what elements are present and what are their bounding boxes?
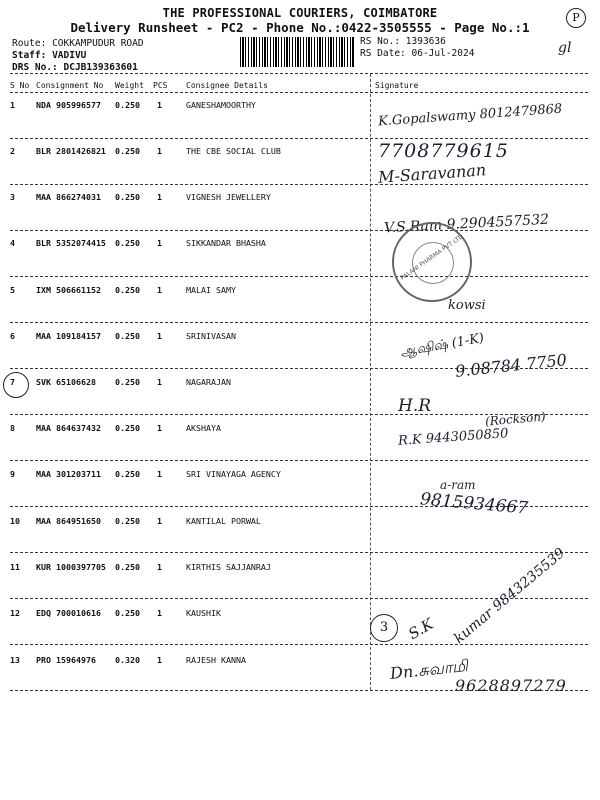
row-sno: 1 — [10, 100, 15, 110]
row-weight: 0.250 — [115, 192, 140, 202]
row-divider — [10, 460, 588, 461]
row-consignee: SIKKANDAR BHASHA — [186, 238, 266, 248]
signature-row9-name: a-ram — [440, 478, 476, 492]
route-value: COKKAMPUDUR ROAD — [52, 38, 144, 49]
route-line: Route: COKKAMPUDUR ROAD — [12, 38, 144, 49]
row-sno: 8 — [10, 423, 15, 433]
row-pcs: 1 — [157, 423, 162, 433]
signature-row13-name: Dn.சுவாமி — [389, 655, 469, 684]
corner-mark: P — [566, 8, 586, 28]
row-consignment: MAA 109184157 — [36, 331, 101, 341]
signature-row8-phone: R.K 9443050850 — [397, 426, 509, 449]
row-weight: 0.250 — [115, 516, 140, 526]
rs-date-value: 06-Jul-2024 — [411, 48, 475, 59]
signature-row11: kumar 9843235539 — [451, 545, 569, 647]
row-pcs: 1 — [157, 100, 162, 110]
row-pcs: 1 — [157, 238, 162, 248]
signature-row6-name: ஆஷிஷ் (1-K) — [399, 330, 486, 361]
row-weight: 0.250 — [115, 469, 140, 479]
row-consignee: KAUSHIK — [186, 608, 221, 618]
row-pcs: 1 — [157, 146, 162, 156]
signature-row13-phone: 9628897279 — [455, 676, 567, 695]
signature-row2-phone: 7708779615 — [378, 140, 509, 162]
row-weight: 0.250 — [115, 331, 140, 341]
row-consignee: AKSHAYA — [186, 423, 221, 433]
row-consignment: BLR 2801426821 — [36, 146, 106, 156]
row-pcs: 1 — [157, 192, 162, 202]
row-consignee: KANTILAL PORWAL — [186, 516, 261, 526]
row-sno: 5 — [10, 285, 15, 295]
row-sno: 7 — [10, 377, 15, 387]
row-sno: 12 — [10, 608, 20, 618]
col-header-signature: Signature — [375, 81, 419, 90]
row-consignee: SRINIVASAN — [186, 331, 236, 341]
signature-row1: K.Gopalswamy 8012479868 — [377, 101, 563, 130]
row-divider — [10, 552, 588, 553]
barcode-image — [240, 37, 355, 67]
drs-value: DCJB139363601 — [63, 62, 138, 73]
row-consignee: KIRTHIS SAJJANRAJ — [186, 562, 271, 572]
row-sno: 13 — [10, 655, 20, 665]
row-divider — [10, 184, 588, 185]
row-sno: 10 — [10, 516, 20, 526]
row-consignment: MAA 864951650 — [36, 516, 101, 526]
staff-value: VADIVU — [52, 50, 87, 61]
row-weight: 0.250 — [115, 423, 140, 433]
rs-no-line: RS No.: 1393636 — [360, 36, 446, 47]
row-weight: 0.250 — [115, 377, 140, 387]
row-sno: 4 — [10, 238, 15, 248]
row-pcs: 1 — [157, 655, 162, 665]
col-header-pcs: PCS — [153, 81, 168, 90]
col-header-consignment: Consignment No — [36, 81, 104, 90]
row7-circle-mark — [3, 372, 29, 398]
table-top-rule — [10, 73, 588, 74]
row-consignment: BLR 5352074415 — [36, 238, 106, 248]
rs-date-line: RS Date: 06-Jul-2024 — [360, 48, 475, 59]
row-consignment: KUR 1000397705 — [36, 562, 106, 572]
row-consignee: RAJESH KANNA — [186, 655, 246, 665]
signature-row5: kowsi — [448, 298, 486, 313]
corner-handwritten-note: gl — [558, 40, 572, 56]
signature-row2-name: M-Saravanan — [377, 160, 487, 187]
row-pcs: 1 — [157, 562, 162, 572]
row13-circled-number: 3 — [370, 614, 398, 642]
row-consignment: NDA 905996577 — [36, 100, 101, 110]
row-consignee: NAGARAJAN — [186, 377, 231, 387]
company-title: THE PROFESSIONAL COURIERS, COIMBATORE — [162, 6, 438, 20]
row-weight: 0.250 — [115, 608, 140, 618]
col-header-sno: S No — [10, 81, 30, 90]
row-pcs: 1 — [157, 469, 162, 479]
row-pcs: 1 — [157, 608, 162, 618]
signature-row4: V.S.Ram 9.2904557532 — [383, 211, 550, 237]
row-consignee: THE CBE SOCIAL CLUB — [186, 146, 281, 156]
row-consignee: SRI VINAYAGA AGENCY — [186, 469, 281, 479]
row-divider — [10, 644, 588, 645]
row-consignment: MAA 866274031 — [36, 192, 101, 202]
row-divider — [10, 322, 588, 323]
row-consignee: VIGNESH JEWELLERY — [186, 192, 271, 202]
row-weight: 0.250 — [115, 146, 140, 156]
signature-row8-initials: H.R — [398, 396, 432, 416]
row-pcs: 1 — [157, 516, 162, 526]
col-header-weight: Weight — [115, 81, 144, 90]
row-sno: 3 — [10, 192, 15, 202]
signature-row9-phone: 9815934667 — [419, 489, 529, 519]
row-divider — [10, 138, 588, 139]
row-sno: 2 — [10, 146, 15, 156]
row-sno: 11 — [10, 562, 20, 572]
col-header-consignee: Consignee Details — [186, 81, 268, 90]
row-consignment: SVK 65106628 — [36, 377, 96, 387]
company-stamp — [392, 222, 472, 302]
signature-row12: S.K — [405, 614, 437, 644]
row-sno: 9 — [10, 469, 15, 479]
row-sno: 6 — [10, 331, 15, 341]
row-weight: 0.320 — [115, 655, 140, 665]
row-divider — [10, 276, 588, 277]
row-consignee: MALAI SAMY — [186, 285, 236, 295]
rs-no-value: 1393636 — [405, 36, 446, 47]
signature-row6-phone: 9.08784 7750 — [454, 350, 568, 381]
table-header-rule — [10, 92, 588, 93]
runsheet-subtitle: Delivery Runsheet - PC2 - Phone No.:0422-3505555 - Page No.:1 — [70, 20, 530, 35]
row-weight: 0.250 — [115, 562, 140, 572]
row-consignment: MAA 864637432 — [36, 423, 101, 433]
drs-line: DRS No.: DCJB139363601 — [12, 62, 138, 73]
row-pcs: 1 — [157, 331, 162, 341]
signature-row8-name: (Rockson) — [484, 409, 547, 429]
row-weight: 0.250 — [115, 100, 140, 110]
row-pcs: 1 — [157, 377, 162, 387]
row-consignment: PRO 15964976 — [36, 655, 96, 665]
row-weight: 0.250 — [115, 238, 140, 248]
stamp-text: PALANI PHARMA PVT LTD — [399, 233, 465, 282]
row-pcs: 1 — [157, 285, 162, 295]
row-consignment: MAA 301203711 — [36, 469, 101, 479]
row-weight: 0.250 — [115, 285, 140, 295]
row-consignment: IXM 506661152 — [36, 285, 101, 295]
row-consignee: GANESHAMOORTHY — [186, 100, 256, 110]
staff-line: Staff: VADIVU — [12, 50, 87, 61]
row-consignment: EDQ 700010616 — [36, 608, 101, 618]
